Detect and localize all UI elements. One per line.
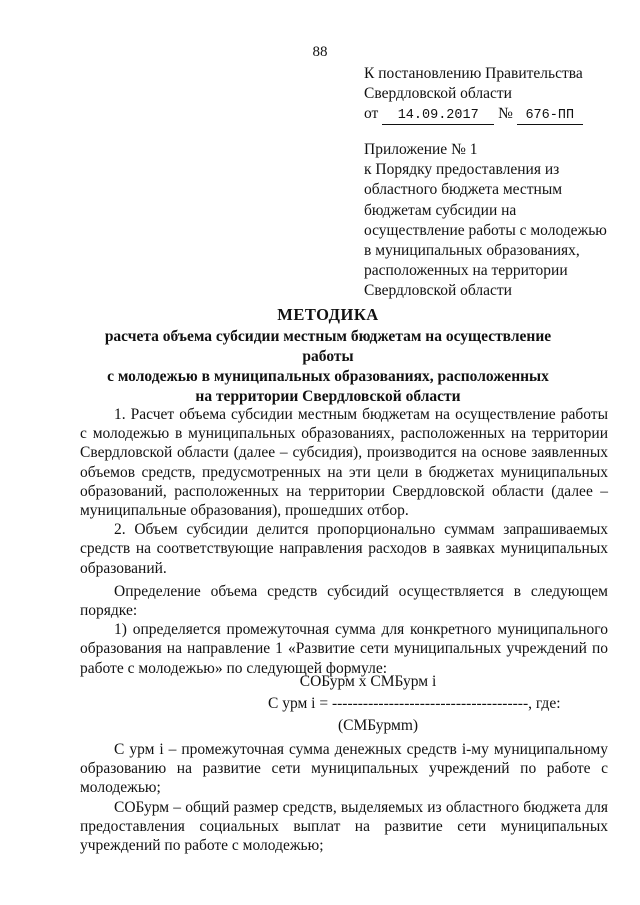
appendix-line: областного бюджета местным (364, 181, 563, 199)
paragraph-2: 2. Объем субсидии делится пропорционально суммам запрашиваемых средств на соответствующие направления расходов в заявках муниципальных образований. (80, 521, 608, 577)
paragraph-6: СОБурм – общий размер средств, выделяемых из областного бюджета для предоставления социальных выплат на развитие сети муниципальных учреждений по работе с молодежью; (80, 798, 608, 855)
approval-date-line (364, 104, 583, 125)
document-title (80, 305, 576, 407)
appendix-line: расположенных на территории (364, 262, 568, 280)
appendix-block (364, 140, 624, 302)
appendix-line: Приложение № 1 (364, 141, 478, 158)
body-section-1 (80, 405, 608, 678)
approval-block (364, 64, 583, 125)
approval-line-2: Свердловской области (364, 85, 512, 102)
appendix-line: бюджетам субсидии на (364, 201, 517, 219)
appendix-line: в муниципальных образованиях, (364, 242, 580, 260)
body-section-2 (80, 740, 608, 855)
approval-date: 14.09.2017 (382, 108, 494, 125)
approval-number-sign: № (498, 105, 513, 122)
title-sub-line: расчета объема субсидии местным бюджетам на осуществление работы (104, 328, 552, 365)
approval-number: 676-ПП (517, 108, 583, 125)
paragraph-1: 1. Расчет объема субсидии местным бюджетам на осуществление работы с молодежью в муниципальных образованиях, расположенных на территории Свердловской области (далее – субсидия), производится на основе заявленных объемов средств, предусмотренных на эти цели в бюджетах муниципальных образований, расположенных на территории Свердловской области (далее – муниципальные образования), прошедших отбор. (80, 406, 608, 520)
formula-lhs: С урм i = --------------------------------------, где: (268, 695, 561, 712)
paragraph-3: Определение объема средств субсидий осуществляется в следующем порядке: (80, 582, 608, 620)
appendix-line: Свердловской области (364, 282, 512, 300)
formula-numerator: СОБурм х СМБурм i (299, 673, 437, 690)
approval-prefix: от (364, 105, 379, 122)
approval-line-1: К постановлению Правительства (364, 65, 583, 82)
paragraph-5: С урм i – промежуточная сумма денежных средств i-му муниципальному образованию на развитие сети муниципальных учреждений по работе с молодежью; (80, 741, 608, 797)
appendix-line: к Порядку предоставления из (364, 161, 560, 179)
appendix-line: осуществление работы с молодежью (364, 221, 607, 239)
formula-denominator: (СМБурмm) (337, 717, 419, 734)
title-sub-line: с молодежью в муниципальных образованиях, расположенных (107, 368, 549, 385)
title-main: МЕТОДИКА (277, 305, 379, 324)
paragraph-4: 1) определяется промежуточная сумма для конкретного муниципального образования на направление 1 «Развитие сети муниципальных учреждений по работе с молодежью» по следующей формуле: (80, 621, 608, 677)
title-sub-line: на территории Свердловской области (195, 388, 461, 405)
page-number: 88 (312, 44, 328, 60)
